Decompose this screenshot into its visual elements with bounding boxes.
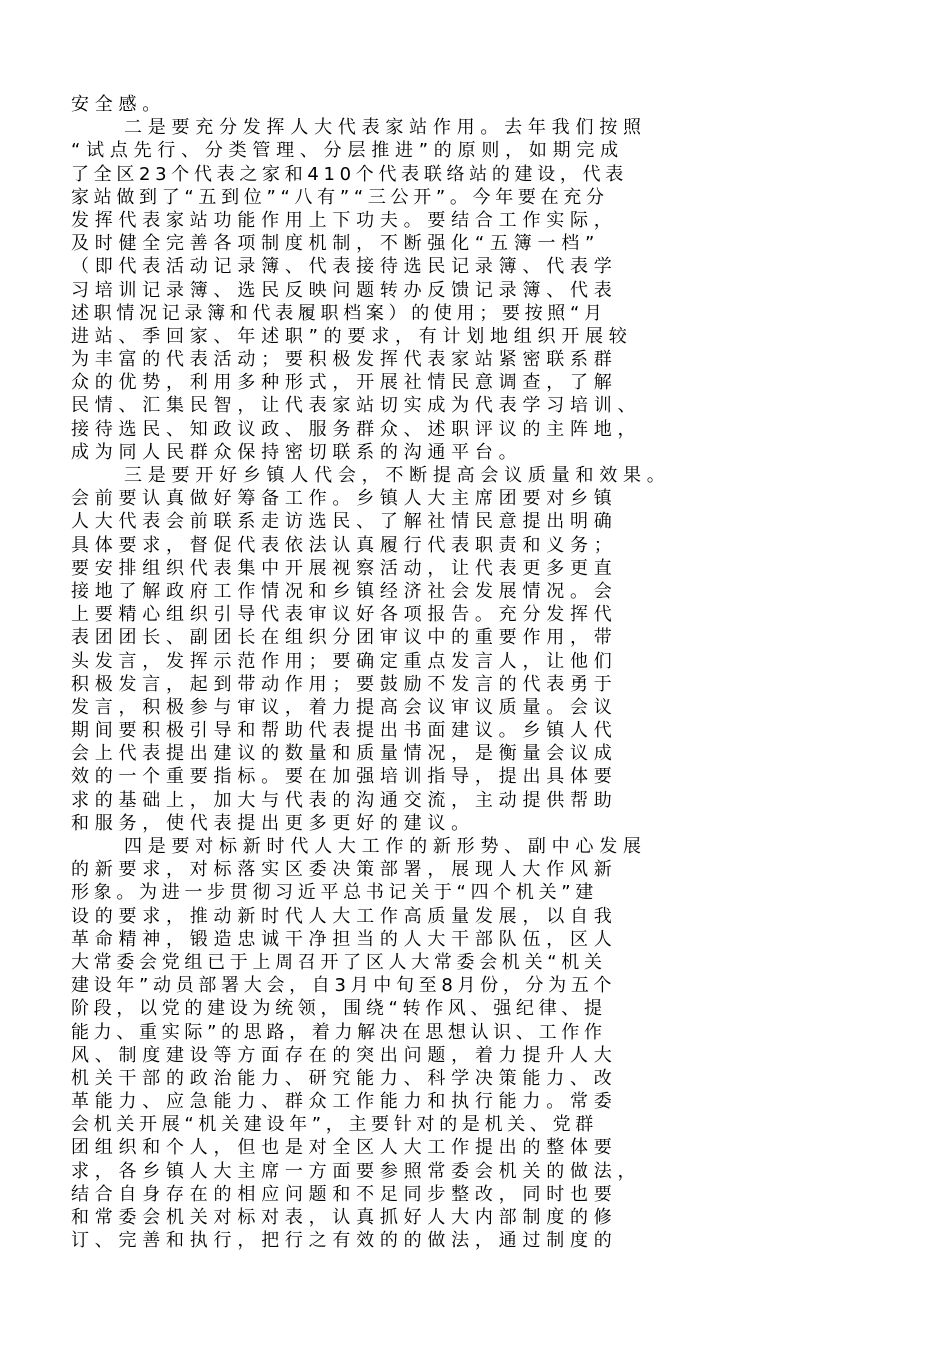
text-line: 设的要求，推动新时代人大工作高质量发展，以自我 (71, 905, 618, 927)
text-line: 求的基础上，加大与代表的沟通交流，主动提供帮助 (71, 789, 618, 811)
text-line: 形象。为进一步贯彻习近平总书记关于“四个机关”建 (71, 882, 598, 904)
text-line: 革能力、应急能力、群众工作能力和执行能力。常委 (71, 1091, 618, 1113)
text-line: 能力、重实际”的思路，着力解决在思想认识、工作作 (71, 1021, 607, 1043)
body-text (71, 93, 896, 1252)
text-line: 的新要求，对标落实区委决策部署，展现人大作风新 (71, 859, 618, 881)
text-line: 表团团长、副团长在组织分团审议中的重要作用，带 (71, 627, 618, 649)
text-line: 团组织和个人，但也是对全区人大工作提出的整体要 (71, 1137, 618, 1159)
text-line: 了全区23个代表之家和410个代表联络站的建设，代表 (71, 163, 628, 185)
text-line: 为丰富的代表活动；要积极发挥代表家站紧密联系群 (71, 349, 618, 371)
text-line: 要安排组织代表集中开展视察活动，让代表更多更直 (71, 557, 618, 579)
text-line: 和常委会机关对标对表，认真抓好人大内部制度的修 (71, 1207, 618, 1228)
text-line: 众的优势，利用多种形式，开展社情民意调查，了解 (71, 372, 618, 394)
text-line: 上要精心组织引导代表审议好各项报告。充分发挥代 (71, 604, 618, 626)
text-line: 和服务，使代表提出更多更好的建议。 (71, 812, 475, 834)
text-line: “试点先行、分类管理、分层推进”的原则，如期完成 (71, 140, 624, 162)
text-line: 阶段，以党的建设为统领，围绕“转作风、强纪律、提 (71, 998, 607, 1020)
text-line: 会上代表提出建议的数量和质量情况，是衡量会议成 (71, 743, 618, 765)
text-line: 大常委会党组已于上周召开了区人大常委会机关“机关 (71, 951, 607, 973)
text-line: 进站、季回家、年述职”的要求，有计划地组织开展较 (71, 325, 633, 347)
text-line: 会前要认真做好筹备工作。乡镇人大主席团要对乡镇 (71, 488, 618, 510)
text-line: （即代表活动记录簿、代表接待选民记录簿、代表学 (71, 256, 618, 278)
text-line: 订、完善和执行，把行之有效的的做法，通过制度的 (71, 1230, 618, 1252)
text-line: 习培训记录簿、选民反映问题转办反馈记录簿、代表 (71, 279, 618, 301)
text-line: 成为同人民群众保持密切联系的沟通平台。 (71, 441, 523, 463)
text-line: 述职情况记录簿和代表履职档案）的使用；要按照“月 (71, 302, 607, 324)
text-line: 革命精神，锻造忠诚干净担当的人大干部队伍，区人 (71, 928, 618, 950)
text-line: 头发言，发挥示范作用；要确定重点发言人，让他们 (71, 650, 618, 672)
paragraph-start-line: 二是要充分发挥人大代表家站作用。去年我们按照 (124, 117, 647, 139)
text-line: 安全感。 (71, 94, 167, 115)
text-line: 发挥代表家站功能作用上下功夫。要结合工作实际， (71, 209, 618, 231)
paragraph-start-line: 三是要开好乡镇人代会，不断提高会议质量和效果。 (124, 465, 671, 486)
text-line: 人大代表会前联系走访选民、了解社情民意提出明确 (71, 511, 618, 533)
text-line: 建设年”动员部署大会，自3月中旬至8月份，分为五个 (71, 975, 617, 997)
text-line: 结合自身存在的相应问题和不足同步整改，同时也要 (71, 1183, 618, 1205)
paragraph-start-line: 四是要对标新时代人大工作的新形势、副中心发展 (124, 836, 647, 857)
text-line: 会机关开展“机关建设年”，主要针对的是机关、党群 (71, 1114, 598, 1136)
text-line: 机关干部的政治能力、研究能力、科学决策能力、改 (71, 1067, 618, 1089)
text-line: 风、制度建设等方面存在的突出问题，着力提升人大 (71, 1044, 618, 1066)
text-line: 效的一个重要指标。要在加强培训指导，提出具体要 (71, 766, 618, 788)
text-line: 及时健全完善各项制度机制，不断强化“五簿一档” (71, 233, 601, 255)
text-line: 接地了解政府工作情况和乡镇经济社会发展情况。会 (71, 580, 618, 602)
text-line: 民情、汇集民智，让代表家站切实成为代表学习培训、 (71, 395, 642, 417)
text-line: 期间要积极引导和帮助代表提出书面建议。乡镇人代 (71, 720, 618, 742)
text-line: 家站做到了“五到位”“八有”“三公开”。今年要在充分 (71, 186, 609, 208)
text-line: 求，各乡镇人大主席一方面要参照常委会机关的做法， (71, 1160, 642, 1182)
text-line: 具体要求，督促代表依法认真履行代表职责和义务； (71, 534, 618, 556)
text-line: 发言，积极参与审议，着力提高会议审议质量。会议 (71, 696, 618, 718)
text-line: 接待选民、知政议政、服务群众、述职评议的主阵地， (71, 418, 642, 440)
text-line: 积极发言，起到带动作用；要鼓励不发言的代表勇于 (71, 673, 618, 695)
